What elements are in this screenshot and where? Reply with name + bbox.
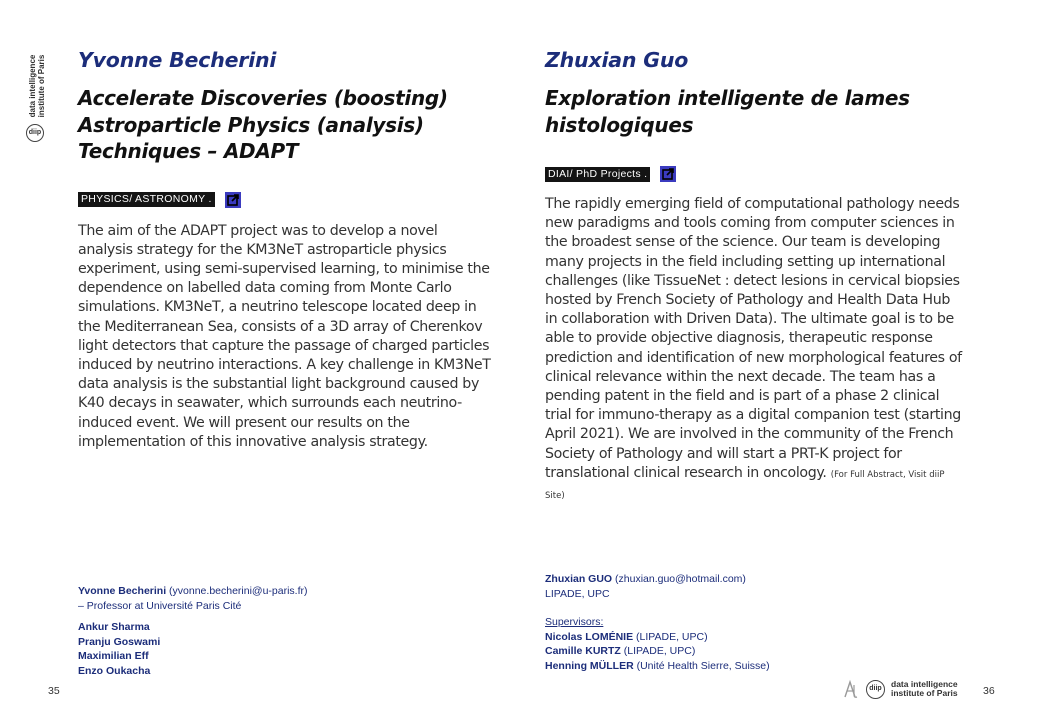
right-abstract-text: The rapidly emerging field of computational pathology needs new paradigms and tools coming from computer sciences in the broadest sense of the science. Our team is developing many projects in the field including setting up international challenges (like TissueNet : detect lesions in cervical biopsies hosted by French Society of Pathology and Health Data Hub in collaboration with Driven Data). The ultimate goal is to be able to provide objective diagnosis, therapeutic response prediction and identification of new morphological features of clinical relevance within the next decade. The team has a pending patent in the field and is part of a phase 2 clinical trial for immuno-therapy as a digital companion test (starting April 2021). We are involved in the community of the French Society of Pathology and will start a PRT-K project for translational clinical research in oncology. <box>545 196 962 481</box>
diip-logo-icon: diip <box>26 124 44 142</box>
right-category-tag: DIAI/ PhD Projects . <box>545 167 650 182</box>
diip-logo-icon: diip <box>866 680 885 699</box>
right-project-title: Exploration intelligente de lames histologiques <box>545 86 910 137</box>
left-project-title: Accelerate Discoveries (boosting) Astroparticle Physics (analysis) Techniques – ADAPT <box>78 86 448 163</box>
right-tag-row <box>545 166 965 182</box>
supervisors-label: Supervisors: <box>545 616 604 628</box>
external-link-icon[interactable] <box>660 166 676 182</box>
side-logo-text: data intelligence institute of Paris <box>28 54 46 118</box>
page-number-left: 35 <box>48 685 60 697</box>
supervisor-row: Nicolas LOMÉNIE (LIPADE, UPC) <box>545 630 708 643</box>
left-contact-email[interactable]: (yvonne.becherini@u-paris.fr) <box>169 585 308 597</box>
right-contact-name: Zhuxian GUO <box>545 573 613 585</box>
left-abstract: The aim of the ADAPT project was to develop a novel analysis strategy for the KM3NeT astroparticle physics experiment, using semi-supervised learning, to minimise the dependence on labelled data coming from Monte Carlo simulations. KM3NeT, a neutrino telescope located deep in the Mediterranean Sea, consists of a 3D array of Cherenkov light detectors that capture the passage of charged particles induced by neutrino interactions. A key challenge in KM3NeT data analysis is the substantial light background caused by K40 decays in seawater, which surrounds each neutrino-induced event. We will present our results on the implementation of this innovative analysis strategy. <box>78 222 491 450</box>
team-member: Pranju Goswami <box>78 635 161 648</box>
external-link-icon[interactable] <box>225 192 241 208</box>
university-logo-icon <box>842 679 860 699</box>
right-project <box>545 46 965 506</box>
team-member: Maximilian Eff <box>78 650 149 662</box>
right-abstract <box>545 195 965 506</box>
left-contact-role: – Professor at Université Paris Cité <box>78 599 242 612</box>
supervisor-row: Henning MÜLLER (Unité Health Sierre, Suisse) <box>545 659 770 672</box>
full-abstract-note[interactable]: (For Full Abstract, Visit diiP Site) <box>545 469 945 502</box>
right-contact-block <box>545 572 965 673</box>
right-contact-email[interactable]: (zhuxian.guo@hotmail.com) <box>615 573 746 585</box>
page-number-right: 36 <box>983 685 995 697</box>
left-contact-name: Yvonne Becherini <box>78 585 167 597</box>
left-contact-block <box>78 584 498 678</box>
side-diip-logo <box>24 54 48 146</box>
right-contact-affiliation: LIPADE, UPC <box>545 587 610 600</box>
supervisor-row: Camille KURTZ (LIPADE, UPC) <box>545 645 696 657</box>
left-author-name: Yvonne Becherini <box>78 48 277 72</box>
right-author-name: Zhuxian Guo <box>545 48 689 72</box>
footer-logos <box>842 679 958 699</box>
diip-logo-text: data intelligence institute of Paris <box>891 679 958 698</box>
left-category-tag: PHYSICS/ ASTRONOMY . <box>78 192 215 207</box>
left-tag-row <box>78 192 492 208</box>
left-project <box>78 46 492 452</box>
team-member: Enzo Oukacha <box>78 664 151 677</box>
team-member: Ankur Sharma <box>78 621 150 633</box>
